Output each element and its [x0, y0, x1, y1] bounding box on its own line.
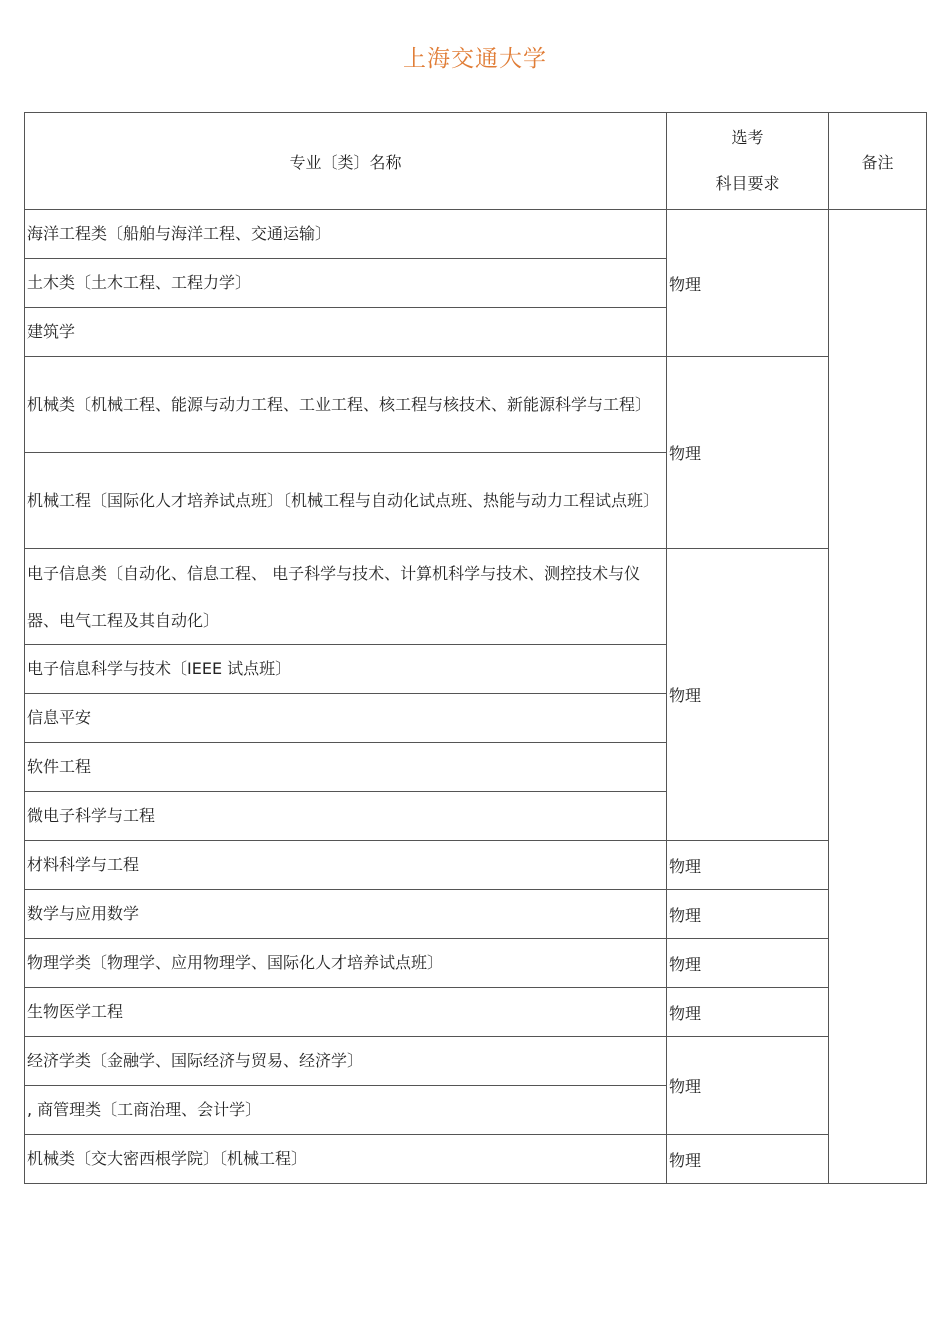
requirement-cell: 物理 — [667, 1135, 829, 1184]
header-note-cell: 备注 — [829, 113, 927, 210]
table-row — [25, 210, 927, 259]
majors-table — [24, 112, 927, 1184]
table-row — [25, 988, 927, 1037]
major-name-cell: 生物医学工程 — [25, 988, 667, 1037]
table-row — [25, 939, 927, 988]
requirement-cell: 物理 — [667, 841, 829, 890]
table-header-row — [25, 113, 927, 210]
requirement-cell: 物理 — [667, 1037, 829, 1135]
major-name-cell: 机械类〔机械工程、能源与动力工程、工业工程、核工程与核技术、新能源科学与工程〕 — [25, 357, 667, 453]
page-title: 上海交通大学 — [403, 46, 547, 72]
header-name-cell: 专业〔类〕名称 — [25, 113, 667, 210]
note-cell — [829, 210, 927, 1184]
table-row — [25, 1135, 927, 1184]
requirement-cell: 物理 — [667, 357, 829, 549]
table-row — [25, 549, 927, 645]
major-name-cell: 经济学类〔金融学、国际经济与贸易、经济学〕 — [25, 1037, 667, 1086]
requirement-cell: 物理 — [667, 210, 829, 357]
major-name-cell: 机械类〔交大密西根学院〕〔机械工程〕 — [25, 1135, 667, 1184]
header-requirement-cell — [667, 113, 829, 210]
major-name-cell: 软件工程 — [25, 743, 667, 792]
requirement-cell: 物理 — [667, 549, 829, 841]
major-name-cell: 土木类〔土木工程、工程力学〕 — [25, 259, 667, 308]
major-name-cell: 物理学类〔物理学、应用物理学、国际化人才培养试点班〕 — [25, 939, 667, 988]
requirement-cell: 物理 — [667, 988, 829, 1037]
major-name-cell: 信息平安 — [25, 694, 667, 743]
major-name-cell: 机械工程〔国际化人才培养试点班〕〔机械工程与自动化试点班、热能与动力工程试点班〕 — [25, 453, 667, 549]
major-name-cell: 数学与应用数学 — [25, 890, 667, 939]
header-requirement-line2: 科目要求 — [715, 174, 780, 193]
table-row — [25, 890, 927, 939]
major-name-cell: 微电子科学与工程 — [25, 792, 667, 841]
major-name-cell: 电子信息科学与技术〔IEEE 试点班〕 — [25, 645, 667, 694]
table-row — [25, 1037, 927, 1086]
major-name-cell: , 商管理类〔工商治理、会计学〕 — [25, 1086, 667, 1135]
major-name-cell: 海洋工程类〔船舶与海洋工程、交通运输〕 — [25, 210, 667, 259]
table-row — [25, 841, 927, 890]
header-requirement-line1: 选考 — [731, 128, 764, 147]
table-row — [25, 357, 927, 453]
major-name-cell: 电子信息类〔自动化、信息工程、 电子科学与技术、计算机科学与技术、测控技术与仪器、电气工程及其自动化〕 — [25, 549, 667, 645]
requirement-cell: 物理 — [667, 890, 829, 939]
requirement-cell: 物理 — [667, 939, 829, 988]
major-name-cell: 材料科学与工程 — [25, 841, 667, 890]
major-name-cell: 建筑学 — [25, 308, 667, 357]
